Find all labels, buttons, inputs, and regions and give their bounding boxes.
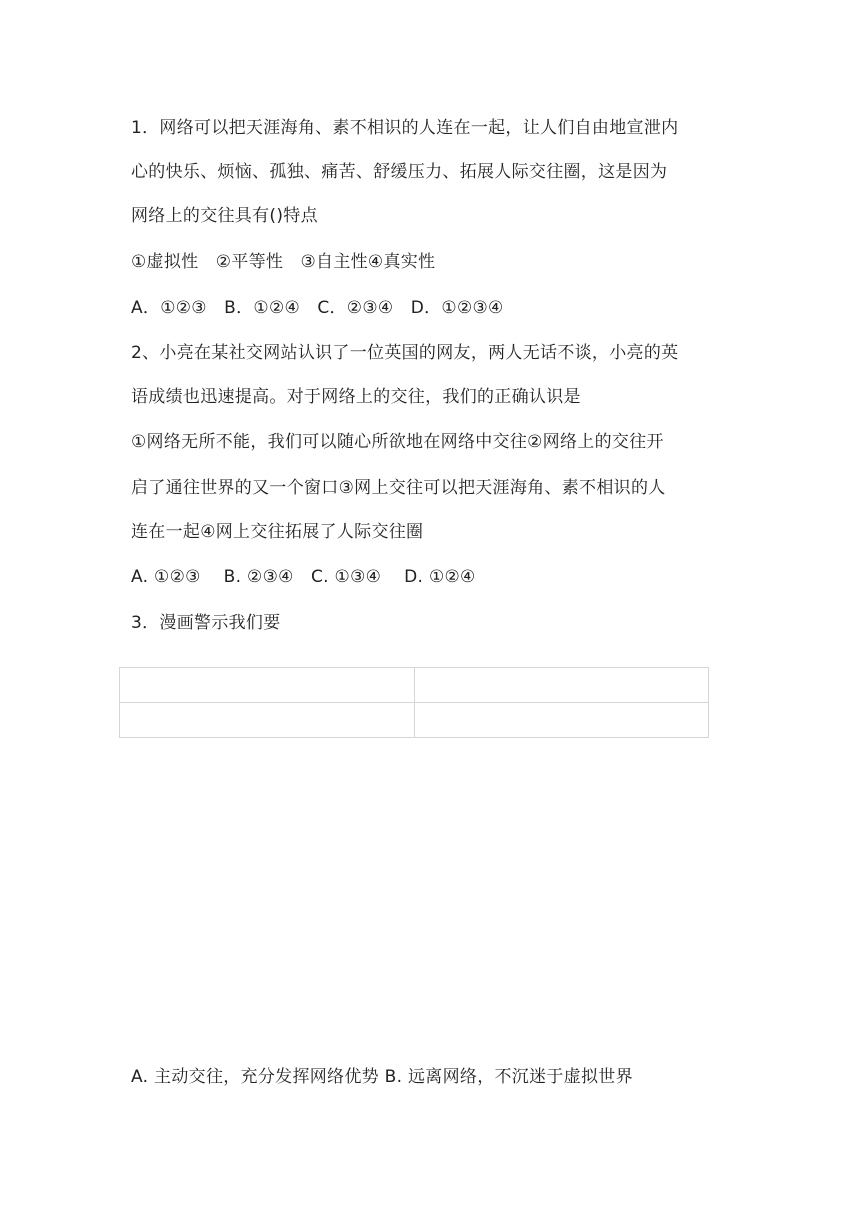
cartoon-image-placeholder	[119, 745, 709, 1045]
q2-options: A. ①②③ B. ②③④ C. ①③④ D. ①②④	[131, 567, 476, 587]
q2-statements-line-3: 连在一起④网上交往拓展了人际交往圈	[131, 522, 424, 542]
table-row	[120, 668, 709, 703]
table-row	[120, 703, 709, 738]
q3-stem: 3．漫画警示我们要	[131, 613, 281, 633]
q1-stem-line-3: 网络上的交往具有()特点	[131, 206, 318, 226]
table-cell	[414, 703, 709, 738]
q1-stem-line-1: 1．网络可以把天涯海角、素不相识的人连在一起，让人们自由地宣泄内	[131, 118, 679, 138]
q2-stem-line-2: 语成绩也迅速提高。对于网络上的交往，我们的正确认识是	[131, 387, 581, 407]
table-cell	[414, 668, 709, 703]
table-cell	[120, 668, 415, 703]
table-cell	[120, 703, 415, 738]
q1-stem-line-2: 心的快乐、烦恼、孤独、痛苦、舒缓压力、拓展人际交往圈，这是因为	[131, 162, 668, 182]
cartoon-frame-table	[119, 667, 709, 738]
q1-statements: ①虚拟性 ②平等性 ③自主性④真实性	[131, 252, 436, 272]
q2-stem-line-1: 2、小亮在某社交网站认识了一位英国的网友，两人无话不谈，小亮的英	[131, 343, 679, 363]
q2-statements-line-2: 启了通往世界的又一个窗口③网上交往可以把天涯海角、素不相识的人	[131, 478, 666, 498]
q1-options: A．①②③ B．①②④ C．②③④ D．①②③④	[131, 298, 504, 318]
q2-statements-line-1: ①网络无所不能，我们可以随心所欲地在网络中交往②网络上的交往开	[131, 432, 664, 452]
q3-options: A. 主动交往，充分发挥网络优势 B. 远离网络，不沉迷于虚拟世界	[131, 1067, 633, 1087]
